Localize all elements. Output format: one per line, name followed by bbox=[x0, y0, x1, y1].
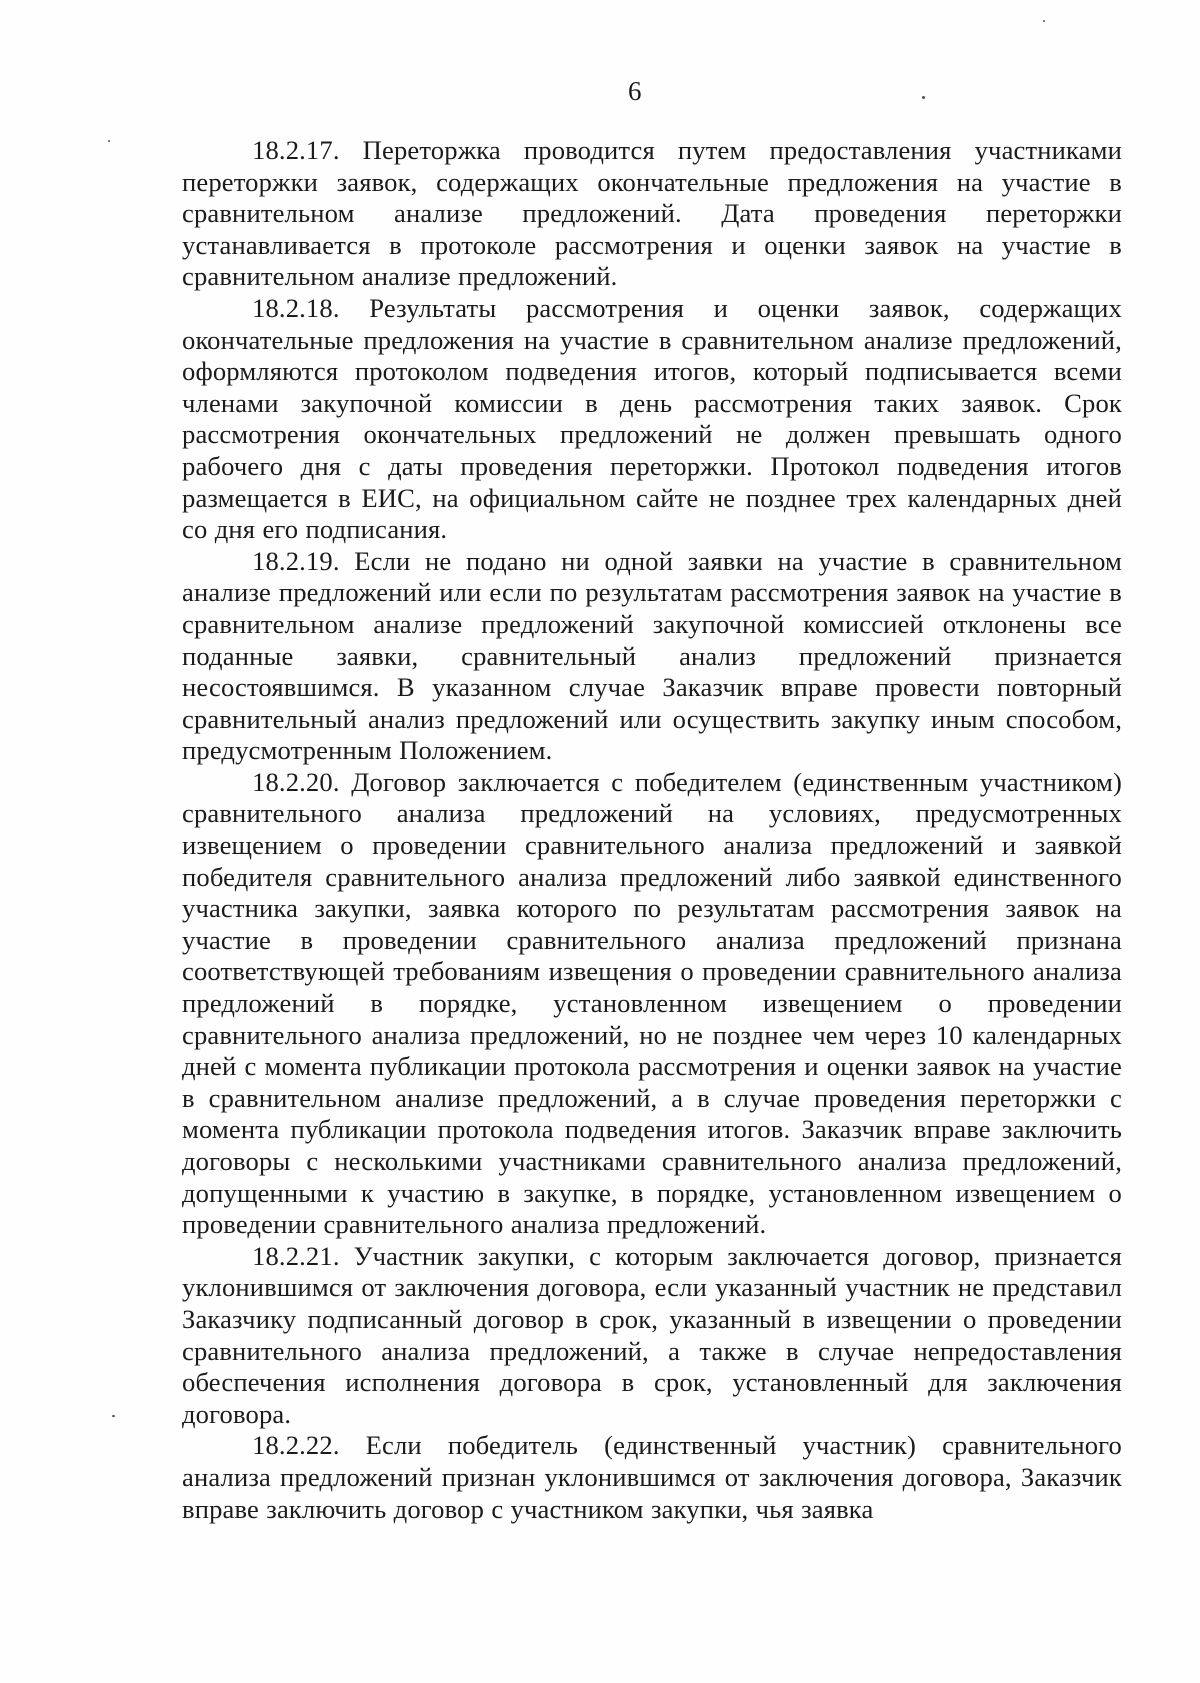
document-body bbox=[182, 135, 1122, 1525]
page-number: 6 bbox=[628, 76, 642, 106]
paragraph-18-2-21: 18.2.21. Участник закупки, с которым заключается договор, признается уклонившимся от заключения договора, если указанный участник не представил Заказчику подписанный договор в срок, указанный в извещении о проведении сравнительного анализа предложений, а также в случае непредоставления обеспечения исполнения договора в срок, установленный для заключения договора. bbox=[182, 1240, 1122, 1429]
paragraph-18-2-18: 18.2.18. Результаты рассмотрения и оценки заявок, содержащих окончательные предложения на участие в сравнительном анализе предложений, оформляются протоколом подведения итогов, который подписывается всеми членами закупочной комиссии в день рассмотрения таких заявок. Срок рассмотрения окончательных предложений не должен превышать одного рабочего дня с даты проведения переторжки. Протокол подведения итогов размещается в ЕИС, на официальном сайте не позднее трех календарных дней со дня его подписания. bbox=[182, 292, 1122, 545]
paragraph-18-2-20: 18.2.20. Договор заключается с победителем (единственным участником) сравнительного анализа предложений на условиях, предусмотренных извещением о проведении сравнительного анализа предложений и заявкой победителя сравнительного анализа предложений либо заявкой единственного участника закупки, заявка которого по результатам рассмотрения заявок на участие в проведении сравнительного анализа предложений признана соответствующей требованиям извещения о проведении сравнительного анализа предложений в порядке, установленном извещением о проведении сравнительного анализа предложений, но не позднее чем через 10 календарных дней с момента публикации протокола рассмотрения и оценки заявок на участие в сравнительном анализе предложений, а в случае проведения переторжки с момента публикации протокола подведения итогов. Заказчик вправе заключить договоры с несколькими участниками сравнительного анализа предложений, допущенными к участию в закупке, в порядке, установленном извещением о проведении сравнительного анализа предложений. bbox=[182, 766, 1122, 1240]
paragraph-18-2-17: 18.2.17. Переторжка проводится путем предоставления участниками переторжки заявок, содержащих окончательные предложения на участие в сравнительном анализе предложений. Дата проведения переторжки устанавливается в протоколе рассмотрения и оценки заявок на участие в сравнительном анализе предложений. bbox=[182, 135, 1122, 292]
paragraph-18-2-19: 18.2.19. Если не подано ни одной заявки на участие в сравнительном анализе предложений или если по результатам рассмотрения заявок на участие в сравнительном анализе предложений закупочной комиссией отклонены все поданные заявки, сравнительный анализ предложений признается несостоявшимся. В указанном случае Заказчик вправе провести повторный сравнительный анализ предложений или осуществить закупку иным способом, предусмотренным Положением. bbox=[182, 545, 1122, 766]
scan-speck bbox=[112, 1415, 115, 1417]
paragraph-18-2-22: 18.2.22. Если победитель (единственный участник) сравнительного анализа предложений признан уклонившимся от заключения договора, Заказчик вправе заключить договор с участником закупки, чья заявка bbox=[182, 1430, 1122, 1524]
scan-speck bbox=[922, 96, 925, 99]
scan-speck bbox=[1043, 20, 1045, 22]
scan-speck bbox=[108, 140, 110, 142]
